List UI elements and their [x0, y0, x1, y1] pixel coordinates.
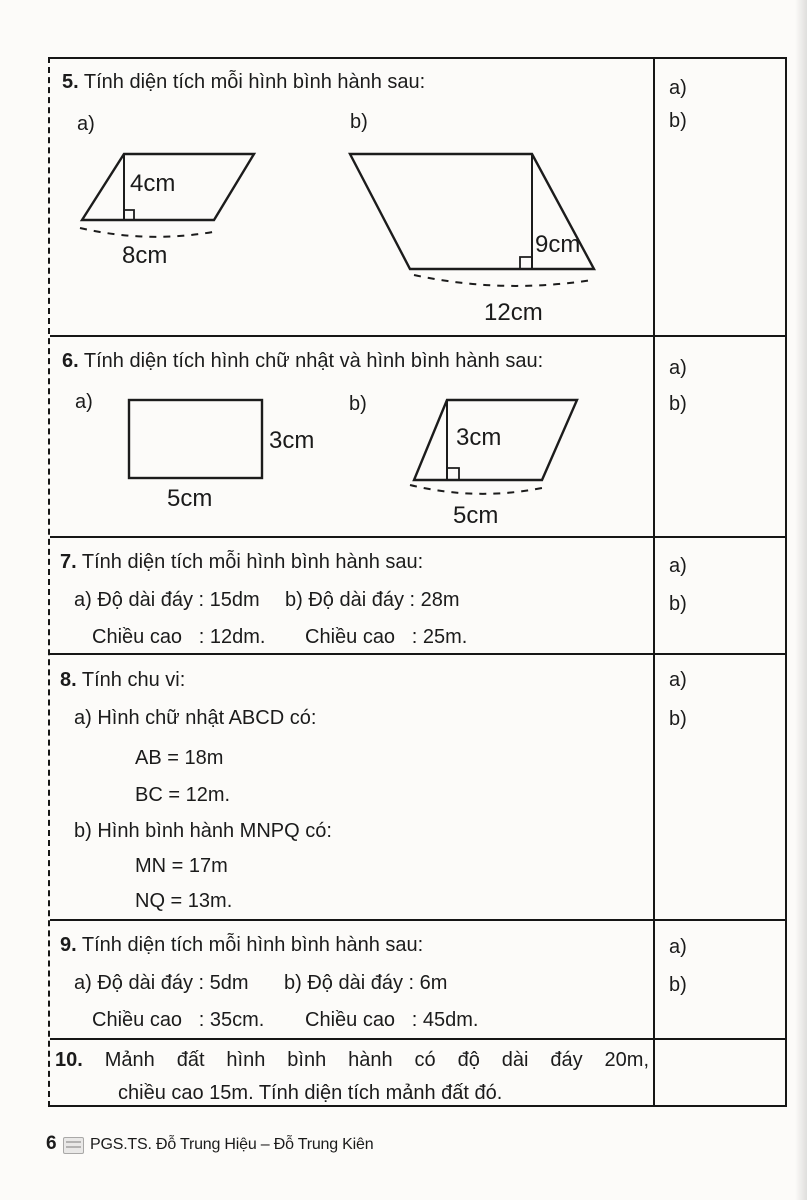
answer-slot-a: a) [669, 555, 687, 577]
problem-6-row [50, 337, 785, 538]
page-number: 6 [46, 1133, 57, 1154]
problem-6-header [62, 349, 543, 374]
side-label: 3cm [269, 427, 315, 454]
problem-7-row [50, 538, 785, 655]
answer-slot-a: a) [669, 77, 687, 99]
figure-b-label: b) [349, 393, 367, 415]
part-a-line1: AB = 18m [135, 747, 224, 769]
height-label: 3cm [456, 424, 502, 451]
problem-title: Tính chu vi: [81, 669, 186, 691]
problem-5-row [50, 59, 785, 337]
answer-slot-a: a) [669, 936, 687, 958]
problem-number: 8. [60, 669, 77, 691]
part-b-line1: b) Độ dài đáy : 28m [285, 589, 460, 611]
parallelogram-figure-6b [402, 390, 602, 535]
rectangle-figure-6a [122, 392, 315, 512]
figure-a-label: a) [75, 391, 93, 413]
problem-number: 9. [60, 934, 77, 956]
parallelogram-figure-5b [342, 142, 612, 327]
problem-title: Tính diện tích hình chữ nhật và hình bình hành sau: [83, 350, 544, 372]
problem-10-line1: 10. Mảnh đất hình bình hành có độ dài đáy 20m, [55, 1049, 650, 1071]
base-label: 5cm [167, 485, 213, 512]
answer-slot-b: b) [669, 974, 687, 996]
footer-credit: PGS.TS. Đỗ Trung Hiệu – Đỗ Trung Kiên [90, 1136, 374, 1153]
figure-a-label: a) [77, 113, 95, 135]
problem-number: 10. [55, 1049, 83, 1071]
base-label: 5cm [453, 502, 499, 529]
part-b-line1: b) Độ dài đáy : 6m [284, 972, 448, 994]
part-b-line2: Chiều cao : 25m. [305, 626, 468, 648]
base-label: 8cm [122, 242, 168, 269]
parallelogram-figure-5a [70, 142, 330, 267]
figure-b-label: b) [350, 111, 368, 133]
problem-number: 6. [62, 350, 79, 372]
exercise-table [48, 57, 787, 1107]
problem-9-header [60, 933, 423, 958]
answer-slot-b: b) [669, 393, 687, 415]
problem-number: 5. [62, 71, 79, 93]
problem-number: 7. [60, 551, 77, 573]
answer-slot-b: b) [669, 593, 687, 615]
part-a-line1: a) Độ dài đáy : 15dm [74, 589, 260, 611]
problem-9-row [50, 921, 785, 1040]
base-label: 12cm [484, 299, 543, 326]
part-a-line2: BC = 12m. [135, 784, 231, 806]
problem-8-header [60, 668, 185, 693]
problem-7-header [60, 550, 423, 575]
problem-10-row [50, 1040, 785, 1105]
part-a-line2: Chiều cao : 12dm. [92, 626, 266, 648]
answer-slot-a: a) [669, 357, 687, 379]
problem-title: Tính diện tích mỗi hình bình hành sau: [81, 551, 424, 573]
problem-10-line2: chiều cao 15m. Tính diện tích mảnh đất đó. [118, 1082, 503, 1104]
part-a-heading: a) Hình chữ nhật ABCD có: [74, 707, 317, 729]
problem-title: Tính diện tích mỗi hình bình hành sau: [83, 71, 426, 93]
problem-8-row [50, 655, 785, 921]
problem-5-header [62, 70, 425, 95]
part-a-line2: Chiều cao : 35cm. [92, 1009, 265, 1031]
height-label: 9cm [535, 231, 581, 258]
part-b-line2: Chiều cao : 45dm. [305, 1009, 479, 1031]
answer-slot-b: b) [669, 110, 687, 132]
scan-shadow-edge [795, 0, 807, 1200]
publisher-logo-icon [63, 1137, 84, 1154]
part-b-line2: NQ = 13m. [135, 890, 233, 912]
answer-slot-a: a) [669, 669, 687, 691]
part-a-line1: a) Độ dài đáy : 5dm [74, 972, 249, 994]
part-b-heading: b) Hình bình hành MNPQ có: [74, 820, 332, 842]
problem-title: Tính diện tích mỗi hình bình hành sau: [81, 934, 424, 956]
part-b-line1: MN = 17m [135, 855, 228, 877]
height-label: 4cm [130, 170, 176, 197]
answer-slot-b: b) [669, 708, 687, 730]
